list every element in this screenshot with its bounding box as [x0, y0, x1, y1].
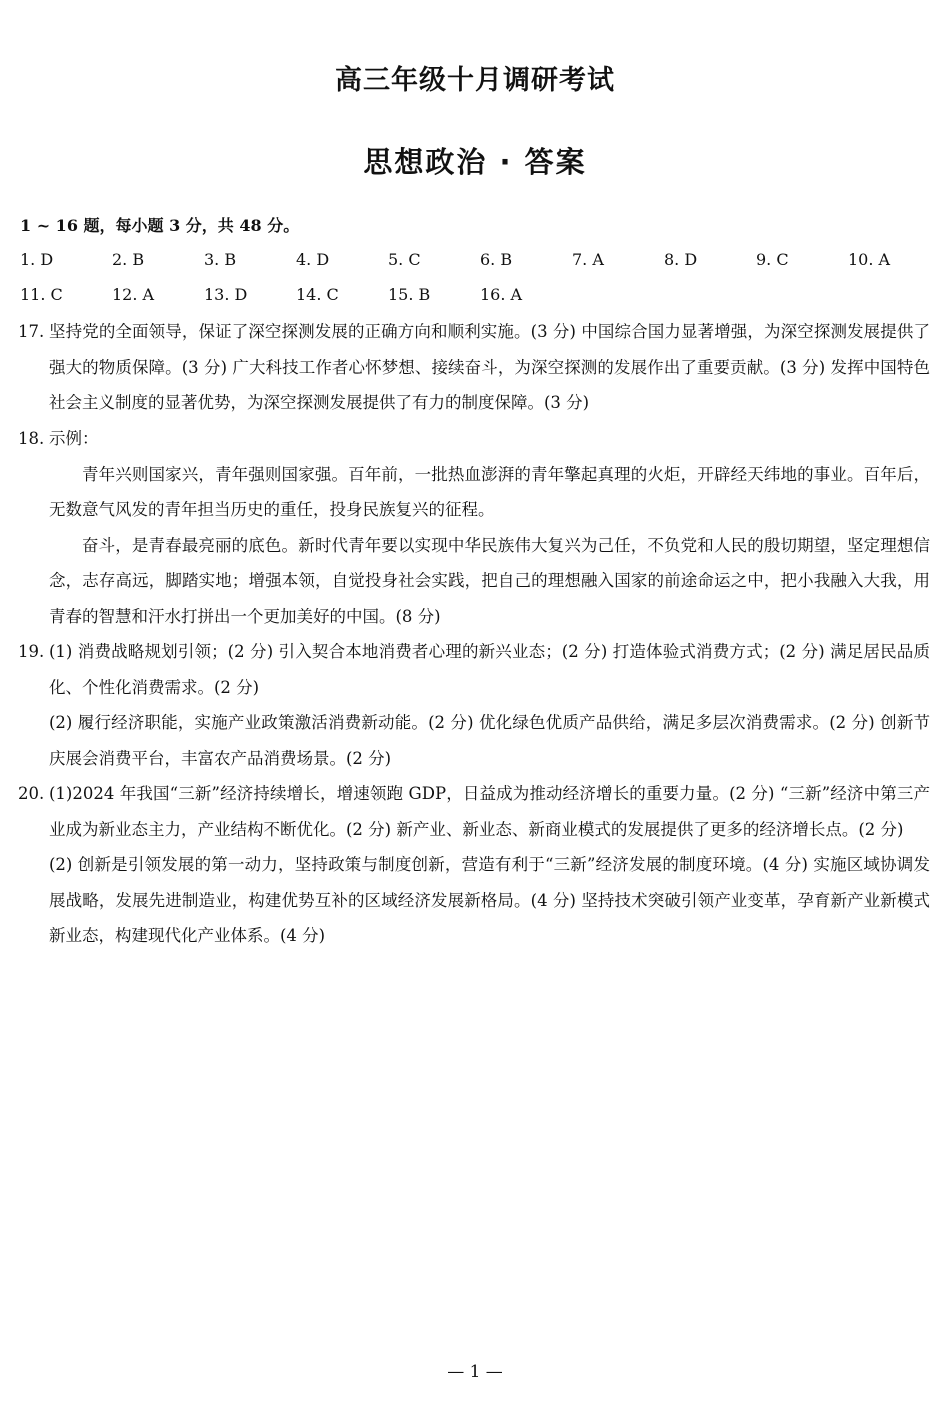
question-18	[18, 421, 930, 634]
mc-answer: 16. A	[480, 285, 523, 304]
mc-answer: 7. A	[572, 250, 604, 269]
mc-answer: 11. C	[20, 285, 63, 304]
question-17	[18, 314, 930, 421]
mc-answer: 1. D	[20, 250, 54, 269]
sub-answer-1: (1)2024 年我国“三新”经济持续增长，增速领跑 GDP，日益成为推动经济增长的重要力量。(2 分) “三新”经济中第三产业成为新业态主力，产业结构不断优化。(2 分) 新产业、新业态、新商业模式的发展提供了更多的经济增长点。(2 分)	[49, 784, 930, 839]
mc-answer: 9. C	[756, 250, 789, 269]
question-number: 17.	[18, 322, 45, 341]
essay-paragraph-2: 奋斗，是青春最亮丽的底色。新时代青年要以实现中华民族伟大复兴为己任，不负党和人民的殷切期望，坚定理想信念，志存高远，脚踏实地；增强本领，自觉投身社会实践，把自己的理想融入国家的前途命运之中，把小我融入大我，用青春的智慧和汗水打拼出一个更加美好的中国。(8 分)	[49, 535, 930, 626]
sub-answer-1: (1) 消费战略规划引领；(2 分) 引入契合本地消费者心理的新兴业态；(2 分) 打造体验式消费方式；(2 分) 满足居民品质化、个性化消费需求。(2 分)	[49, 642, 930, 697]
mc-answer: 8. D	[664, 250, 698, 269]
mc-answer: 6. B	[480, 250, 513, 269]
question-20	[18, 776, 930, 954]
mc-answer: 15. B	[388, 285, 431, 304]
example-label: 示例：	[49, 429, 99, 448]
mc-answer: 14. C	[296, 285, 339, 304]
question-number: 20.	[18, 784, 45, 803]
question-number: 18.	[18, 429, 45, 448]
page-subtitle: 思想政治 · 答案	[363, 145, 587, 179]
essay-paragraph-1: 青年兴则国家兴，青年强则国家强。百年前，一批热血澎湃的青年擎起真理的火炬，开辟经天纬地的事业。百年后，无数意气风发的青年担当历史的重任，投身民族复兴的征程。	[49, 464, 930, 519]
mc-answer: 4. D	[296, 250, 330, 269]
page-number: — 1 —	[447, 1362, 503, 1382]
answer-text: 坚持党的全面领导，保证了深空探测发展的正确方向和顺利实施。(3 分) 中国综合国力显著增强，为深空探测发展提供了强大的物质保障。(3 分) 广大科技工作者心怀梦想、接续奋斗，为深空探测的发展作出了重要贡献。(3 分) 发挥中国特色社会主义制度的显著优势，为深空探测发展提供了有力的制度保障。(3 分)	[49, 322, 930, 412]
sub-answer-2: (2) 创新是引领发展的第一动力，坚持政策与制度创新，营造有利于“三新”经济发展的制度环境。(4 分) 实施区域协调发展战略，发展先进制造业，构建优势互补的区域经济发展新格局。(4 分) 坚持技术突破引领产业变革，孕育新产业新模式新业态，构建现代化产业体系。(4 分)	[49, 855, 930, 945]
mc-answer: 10. A	[848, 250, 891, 269]
mc-answer: 5. C	[388, 250, 421, 269]
mc-answer: 13. D	[204, 285, 248, 304]
sub-answer-2: (2) 履行经济职能，实施产业政策激活消费新动能。(2 分) 优化绿色优质产品供给，满足多层次消费需求。(2 分) 创新节庆展会消费平台，丰富农产品消费场景。(2 分)	[49, 713, 930, 768]
question-number: 19.	[18, 642, 45, 661]
question-19	[18, 634, 930, 776]
mc-answer: 12. A	[112, 285, 155, 304]
mc-answer: 2. B	[112, 250, 145, 269]
mc-answer: 3. B	[204, 250, 237, 269]
mc-intro: 1 ~ 16 题，每小题 3 分，共 48 分。	[20, 216, 300, 235]
page-title: 高三年级十月调研考试	[335, 65, 615, 96]
